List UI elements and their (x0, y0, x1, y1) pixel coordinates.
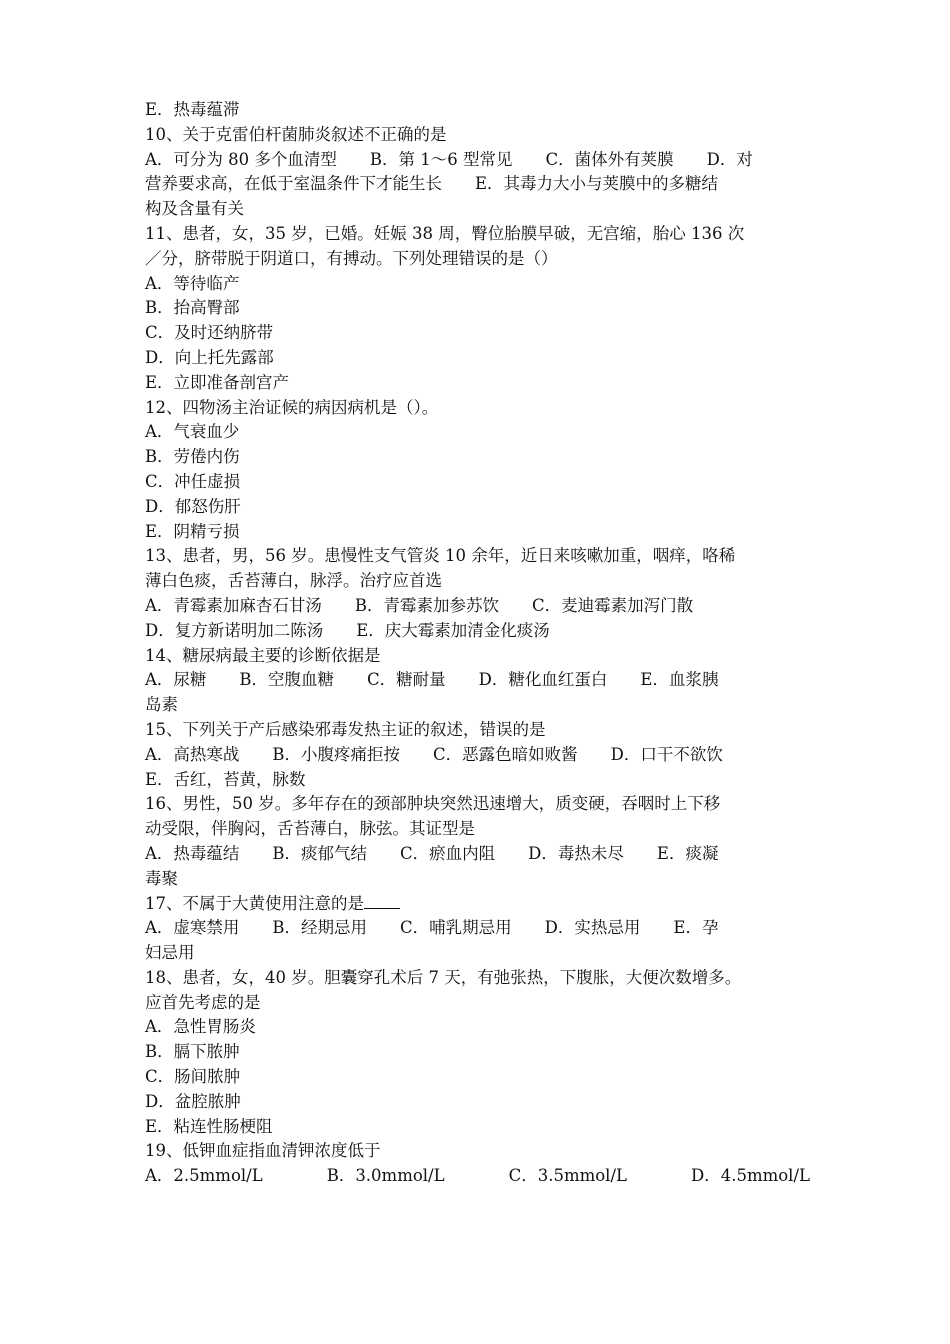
question-16: 16、男性，50 岁。多年存在的颈部肿块突然迅速增大，质变硬，吞咽时上下移 (145, 794, 721, 814)
option-line: C．肠间脓肿 (145, 1067, 241, 1087)
option-line: C．及时还纳脐带 (145, 323, 274, 343)
question-12: 12、四物汤主治证候的病因病机是（）。 (145, 397, 439, 417)
question-13: 13、患者，男，56 岁。患慢性支气管炎 10 余年，近日来咳嗽加重，咽痒，咯稀 (145, 546, 736, 566)
option-line: A．等待临产 (145, 273, 240, 293)
option-line: C．冲任虚损 (145, 471, 241, 491)
option-line: A．气衰血少 (145, 422, 240, 442)
option-c: C．3.5mmol/L (508, 1166, 627, 1186)
option-line: A．青霉素加麻杏石甘汤 B．青霉素加参苏饮 C．麦迪霉素加泻门散 (145, 595, 694, 615)
option-b: B．3.0mmol/L (326, 1166, 445, 1186)
text-line: 薄白色痰，舌苔薄白，脉浮。治疗应首选 (145, 571, 442, 591)
question-17-text: 17、不属于大黄使用注意的是 (145, 893, 364, 913)
document-page (145, 98, 810, 1189)
option-a: A．2.5mmol/L (145, 1166, 263, 1186)
question-lines (145, 98, 810, 1164)
option-line: B．抬高臀部 (145, 298, 240, 318)
question-10: 10、关于克雷伯杆菌肺炎叙述不正确的是 (145, 124, 447, 144)
question-11: 11、患者，女，35 岁，已婚。妊娠 38 周，臀位胎膜早破，无宫缩，胎心 136 次 (145, 223, 745, 243)
question-14: 14、糖尿病最主要的诊断依据是 (145, 645, 381, 665)
question-15: 15、下列关于产后感染邪毒发热主证的叙述，错误的是 (145, 719, 546, 739)
text-line: A．可分为 80 多个血清型 B．第 1～6 型常见 C．菌体外有荚膜 D．对 (145, 149, 753, 169)
option-line: 毒聚 (145, 868, 178, 888)
option-line: D．郁怒伤肝 (145, 496, 241, 516)
text-line: 动受限，伴胸闷，舌苔薄白，脉弦。其证型是 (145, 819, 475, 839)
option-line: E．舌红，苔黄，脉数 (145, 769, 306, 789)
option-line: E．阴精亏损 (145, 521, 240, 541)
option-line: D．向上托先露部 (145, 347, 274, 367)
text-line: 构及含量有关 (145, 199, 244, 219)
question-19: 19、低钾血症指血清钾浓度低于 (145, 1141, 381, 1161)
text-line: E．热毒蕴滞 (145, 100, 240, 119)
question-17 (145, 892, 810, 917)
question-19-options (145, 1164, 810, 1189)
text-line: 营养要求高，在低于室温条件下才能生长 E．其毒力大小与荚膜中的多糖结 (145, 174, 719, 194)
option-line: B．劳倦内伤 (145, 447, 240, 467)
question-18: 18、患者，女，40 岁。胆囊穿孔术后 7 天，有弛张热，下腹胀，大便次数增多。 (145, 967, 742, 987)
option-line: A．热毒蕴结 B．痰郁气结 C．瘀血内阻 D．毒热未尽 E．痰凝 (145, 843, 719, 863)
text-line: 应首先考虑的是 (145, 992, 261, 1012)
option-line: B．膈下脓肿 (145, 1042, 240, 1062)
option-line: A．尿糖 B．空腹血糖 C．糖耐量 D．糖化血红蛋白 E．血浆胰 (145, 670, 719, 690)
option-line: A．虚寒禁用 B．经期忌用 C．哺乳期忌用 D．实热忌用 E．孕 (145, 918, 719, 938)
option-line: A．急性胃肠炎 (145, 1017, 256, 1037)
option-line: 岛素 (145, 695, 178, 715)
option-line: E．立即准备剖宫产 (145, 372, 290, 392)
option-d: D．4.5mmol/L (690, 1166, 810, 1186)
option-line: D．复方新诺明加二陈汤 E．庆大霉素加清金化痰汤 (145, 620, 550, 640)
option-line: A．高热寒战 B．小腹疼痛拒按 C．恶露色暗如败酱 D．口干不欲饮 (145, 744, 723, 764)
option-line: D．盆腔脓肿 (145, 1091, 241, 1111)
option-line: 妇忌用 (145, 943, 195, 963)
option-line: E．粘连性肠梗阻 (145, 1116, 273, 1136)
text-line: ／分，脐带脱于阴道口，有搏动。下列处理错误的是（） (145, 248, 558, 268)
answer-blank (364, 892, 400, 909)
